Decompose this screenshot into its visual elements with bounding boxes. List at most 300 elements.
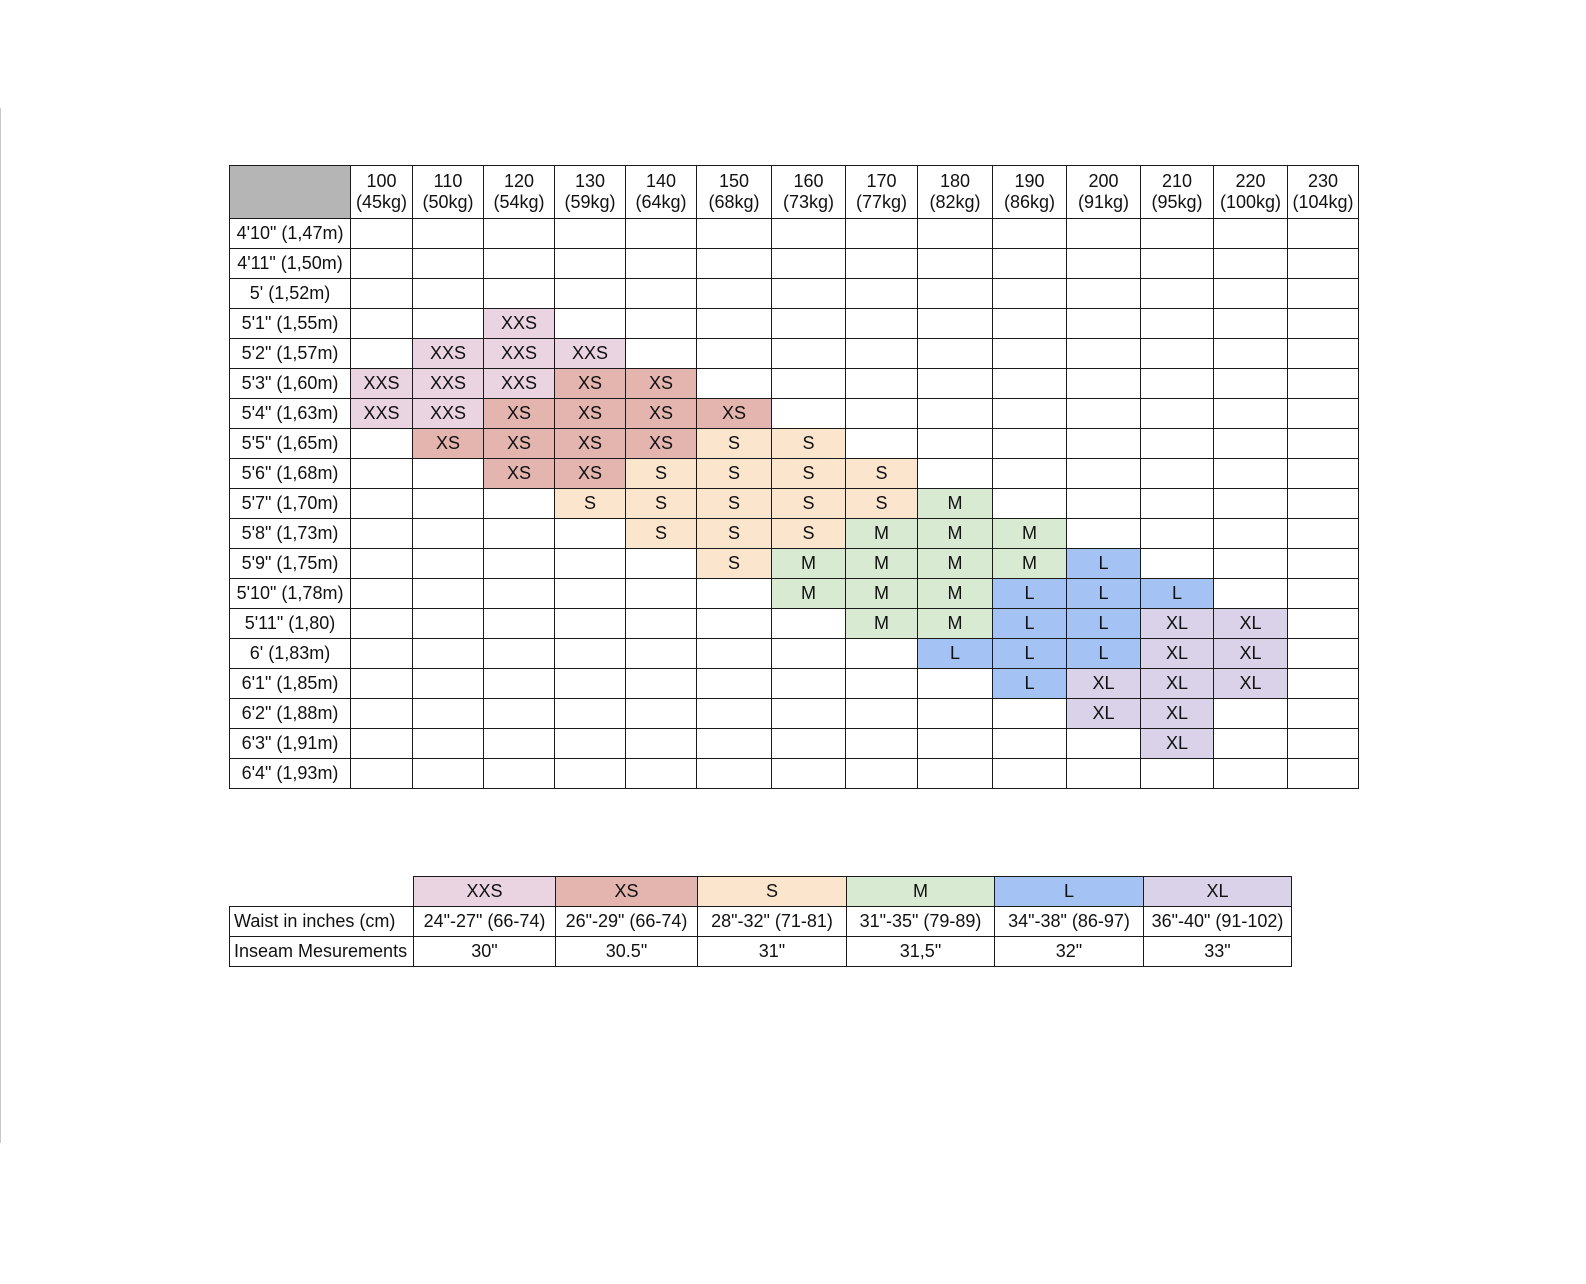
size-cell xyxy=(1141,489,1214,519)
size-cell xyxy=(1288,399,1359,429)
table-row xyxy=(230,219,1359,249)
size-cell xyxy=(626,729,697,759)
size-cell xyxy=(1141,429,1214,459)
size-cell: XL xyxy=(1214,609,1288,639)
size-cell xyxy=(413,219,484,249)
size-cell xyxy=(555,219,626,249)
table-row xyxy=(230,369,1359,399)
size-cell: M xyxy=(993,519,1067,549)
size-cell xyxy=(555,669,626,699)
height-label: 6'1" (1,85m) xyxy=(230,669,351,699)
weight-header-120 xyxy=(484,166,555,219)
size-cell: XXS xyxy=(351,399,413,429)
size-cell xyxy=(846,639,918,669)
size-cell xyxy=(351,219,413,249)
size-cell xyxy=(993,459,1067,489)
size-cell: XL xyxy=(1214,639,1288,669)
size-cell: XL xyxy=(1141,609,1214,639)
size-cell: XS xyxy=(697,399,772,429)
size-cell xyxy=(413,639,484,669)
table-row xyxy=(230,429,1359,459)
size-cell xyxy=(1288,639,1359,669)
size-cell xyxy=(1288,339,1359,369)
weight-lb-label: 110 xyxy=(433,171,463,191)
size-cell xyxy=(1288,219,1359,249)
size-cell xyxy=(772,639,846,669)
size-cell xyxy=(846,699,918,729)
size-cell xyxy=(413,459,484,489)
corner-cell xyxy=(230,166,351,219)
size-cell: XS xyxy=(555,399,626,429)
size-cell xyxy=(697,309,772,339)
size-cell: XS xyxy=(484,459,555,489)
weight-header-220 xyxy=(1214,166,1288,219)
weight-header-row xyxy=(230,166,1359,219)
weight-kg-label: (95kg) xyxy=(1151,192,1203,212)
size-cell xyxy=(351,309,413,339)
table-row xyxy=(230,669,1359,699)
measurement-value: 30" xyxy=(414,937,556,967)
weight-kg-label: (86kg) xyxy=(1003,192,1056,212)
weight-lb-label: 170 xyxy=(866,171,897,191)
weight-kg-label: (91kg) xyxy=(1077,192,1130,212)
height-label: 5'3" (1,60m) xyxy=(230,369,351,399)
size-cell xyxy=(484,219,555,249)
size-cell: M xyxy=(846,549,918,579)
size-cell xyxy=(555,699,626,729)
size-cell xyxy=(626,279,697,309)
size-cell: XS xyxy=(626,369,697,399)
size-cell xyxy=(846,399,918,429)
size-cell xyxy=(351,429,413,459)
size-cell xyxy=(993,339,1067,369)
weight-kg-label: (104kg) xyxy=(1292,192,1354,212)
size-cell xyxy=(413,729,484,759)
size-cell xyxy=(351,459,413,489)
size-legend-l: L xyxy=(995,877,1144,907)
measurement-value: 31,5" xyxy=(847,937,995,967)
weight-kg-label: (45kg) xyxy=(355,192,408,212)
size-cell xyxy=(1067,279,1141,309)
size-cell xyxy=(1288,699,1359,729)
size-cell: M xyxy=(918,549,993,579)
size-cell: XL xyxy=(1067,699,1141,729)
size-cell xyxy=(697,369,772,399)
measurement-value: 34"-38" (86-97) xyxy=(995,907,1144,937)
size-cell xyxy=(918,369,993,399)
height-label: 5'11" (1,80) xyxy=(230,609,351,639)
height-label: 5'8" (1,73m) xyxy=(230,519,351,549)
size-cell: L xyxy=(993,639,1067,669)
size-cell xyxy=(626,549,697,579)
size-cell xyxy=(697,219,772,249)
size-cell xyxy=(772,279,846,309)
height-label: 6'4" (1,93m) xyxy=(230,759,351,789)
table-row xyxy=(230,729,1359,759)
size-cell xyxy=(697,759,772,789)
table-row xyxy=(230,519,1359,549)
measurement-value: 32" xyxy=(995,937,1144,967)
size-cell: S xyxy=(626,459,697,489)
size-cell xyxy=(1288,519,1359,549)
height-label: 5'4" (1,63m) xyxy=(230,399,351,429)
table-row xyxy=(230,249,1359,279)
size-cell xyxy=(484,729,555,759)
size-cell xyxy=(555,579,626,609)
size-cell: XS xyxy=(626,399,697,429)
size-cell xyxy=(351,519,413,549)
weight-header-190 xyxy=(993,166,1067,219)
size-cell xyxy=(626,309,697,339)
size-cell xyxy=(484,519,555,549)
size-cell: M xyxy=(918,489,993,519)
size-cell xyxy=(1067,309,1141,339)
weight-lb-label: 160 xyxy=(793,171,824,191)
size-cell xyxy=(993,429,1067,459)
size-cell: S xyxy=(772,429,846,459)
table-row xyxy=(230,489,1359,519)
size-cell xyxy=(1067,489,1141,519)
size-cell xyxy=(1214,429,1288,459)
size-cell xyxy=(1214,309,1288,339)
size-cell xyxy=(1288,609,1359,639)
size-cell xyxy=(993,699,1067,729)
size-cell: XS xyxy=(555,459,626,489)
size-cell xyxy=(846,309,918,339)
size-cell xyxy=(772,729,846,759)
height-label: 5'7" (1,70m) xyxy=(230,489,351,519)
size-cell xyxy=(918,219,993,249)
size-cell xyxy=(555,639,626,669)
size-cell: L xyxy=(1141,579,1214,609)
weight-header-200 xyxy=(1067,166,1141,219)
size-cell: M xyxy=(846,579,918,609)
size-cell xyxy=(626,249,697,279)
size-cell xyxy=(413,699,484,729)
size-cell xyxy=(1288,429,1359,459)
size-cell xyxy=(351,339,413,369)
size-cell: L xyxy=(1067,609,1141,639)
size-cell xyxy=(772,339,846,369)
size-cell xyxy=(1214,519,1288,549)
size-cell xyxy=(1288,489,1359,519)
size-legend-xxs: XXS xyxy=(414,877,556,907)
size-cell xyxy=(351,279,413,309)
size-cell xyxy=(1067,459,1141,489)
size-cell: XS xyxy=(555,369,626,399)
weight-header-140 xyxy=(626,166,697,219)
size-cell: S xyxy=(626,489,697,519)
size-cell xyxy=(1141,309,1214,339)
size-cell: L xyxy=(993,669,1067,699)
size-cell xyxy=(1288,249,1359,279)
weight-header-130 xyxy=(555,166,626,219)
size-cell xyxy=(993,219,1067,249)
size-cell: L xyxy=(993,579,1067,609)
size-cell xyxy=(484,579,555,609)
size-cell xyxy=(555,309,626,339)
size-cell: XXS xyxy=(484,339,555,369)
size-cell: XXS xyxy=(413,339,484,369)
measurement-value: 24"-27" (66-74) xyxy=(414,907,556,937)
height-label: 5'5" (1,65m) xyxy=(230,429,351,459)
size-cell xyxy=(413,309,484,339)
size-cell xyxy=(772,249,846,279)
size-cell xyxy=(1067,399,1141,429)
size-cell xyxy=(484,279,555,309)
size-cell xyxy=(626,699,697,729)
weight-header-110 xyxy=(413,166,484,219)
size-cell xyxy=(555,249,626,279)
size-cell xyxy=(918,279,993,309)
size-cell xyxy=(413,609,484,639)
size-legend-xl: XL xyxy=(1144,877,1292,907)
weight-header-230 xyxy=(1288,166,1359,219)
size-cell xyxy=(846,729,918,759)
size-cell: L xyxy=(1067,639,1141,669)
size-cell xyxy=(846,219,918,249)
size-cell xyxy=(1214,579,1288,609)
size-cell: S xyxy=(697,549,772,579)
size-cell: M xyxy=(846,609,918,639)
size-cell xyxy=(697,729,772,759)
weight-lb-label: 100 xyxy=(366,171,397,191)
size-cell xyxy=(697,669,772,699)
size-cell xyxy=(1214,729,1288,759)
table-row xyxy=(230,759,1359,789)
size-cell: L xyxy=(1067,549,1141,579)
size-cell xyxy=(697,699,772,729)
size-cell xyxy=(555,729,626,759)
size-cell xyxy=(351,699,413,729)
size-cell xyxy=(1067,519,1141,549)
size-cell: M xyxy=(772,549,846,579)
size-cell xyxy=(626,219,697,249)
empty-corner-cell xyxy=(230,877,414,907)
table-row xyxy=(230,339,1359,369)
size-cell: XXS xyxy=(484,309,555,339)
size-legend-xs: XS xyxy=(556,877,698,907)
size-cell xyxy=(626,639,697,669)
weight-kg-label: (77kg) xyxy=(855,192,908,212)
size-cell xyxy=(484,549,555,579)
size-cell: XL xyxy=(1141,639,1214,669)
height-label: 4'10" (1,47m) xyxy=(230,219,351,249)
size-cell: XS xyxy=(484,399,555,429)
size-legend-m: M xyxy=(847,877,995,907)
weight-lb-label: 140 xyxy=(645,171,677,191)
size-cell xyxy=(1141,339,1214,369)
size-cell xyxy=(413,279,484,309)
size-cell xyxy=(1141,519,1214,549)
size-cell xyxy=(1067,759,1141,789)
size-cell xyxy=(993,369,1067,399)
size-cell xyxy=(1141,369,1214,399)
size-cell: M xyxy=(993,549,1067,579)
size-cell xyxy=(351,489,413,519)
size-cell xyxy=(413,579,484,609)
height-label: 5'2" (1,57m) xyxy=(230,339,351,369)
weight-lb-label: 120 xyxy=(503,171,535,191)
size-cell xyxy=(1214,219,1288,249)
size-cell xyxy=(1214,399,1288,429)
size-cell: S xyxy=(697,489,772,519)
size-cell xyxy=(1067,729,1141,759)
size-cell: XL xyxy=(1141,699,1214,729)
size-chart-grid xyxy=(229,165,1359,789)
size-cell xyxy=(1288,579,1359,609)
table-row xyxy=(230,579,1359,609)
size-cell xyxy=(484,249,555,279)
table-row xyxy=(230,399,1359,429)
size-cell xyxy=(918,309,993,339)
table-row xyxy=(230,609,1359,639)
size-cell xyxy=(918,459,993,489)
weight-header-100 xyxy=(351,166,413,219)
table-row xyxy=(230,937,1292,967)
size-cell xyxy=(1067,339,1141,369)
size-cell: XS xyxy=(626,429,697,459)
size-cell xyxy=(993,279,1067,309)
size-cell xyxy=(1141,219,1214,249)
weight-lb-label: 150 xyxy=(718,171,750,191)
size-cell: M xyxy=(918,519,993,549)
size-cell xyxy=(993,489,1067,519)
size-cell: XL xyxy=(1214,669,1288,699)
size-cell xyxy=(918,669,993,699)
size-cell: XXS xyxy=(351,369,413,399)
weight-kg-label: (82kg) xyxy=(929,192,981,212)
size-cell xyxy=(697,279,772,309)
size-cell: XS xyxy=(484,429,555,459)
size-cell xyxy=(555,279,626,309)
size-cell xyxy=(413,759,484,789)
measurement-value: 36"-40" (91-102) xyxy=(1144,907,1292,937)
size-cell xyxy=(413,519,484,549)
size-cell: S xyxy=(626,519,697,549)
size-cell: S xyxy=(555,489,626,519)
size-cell xyxy=(697,639,772,669)
size-cell xyxy=(555,609,626,639)
size-cell: XS xyxy=(555,429,626,459)
size-cell: M xyxy=(918,579,993,609)
size-cell xyxy=(413,669,484,699)
size-cell xyxy=(351,579,413,609)
size-cell xyxy=(484,639,555,669)
height-label: 6' (1,83m) xyxy=(230,639,351,669)
weight-lb-label: 220 xyxy=(1235,171,1266,191)
size-cell: M xyxy=(772,579,846,609)
size-cell xyxy=(772,219,846,249)
size-cell xyxy=(772,759,846,789)
size-cell xyxy=(1214,339,1288,369)
table-row xyxy=(230,309,1359,339)
size-cell xyxy=(351,549,413,579)
size-cell xyxy=(626,339,697,369)
size-cell xyxy=(1214,699,1288,729)
measurement-value: 26"-29" (66-74) xyxy=(556,907,698,937)
size-cell xyxy=(1288,279,1359,309)
size-cell: M xyxy=(918,609,993,639)
size-cell xyxy=(846,429,918,459)
size-cell xyxy=(1214,369,1288,399)
size-cell: L xyxy=(918,639,993,669)
size-cell xyxy=(772,699,846,729)
size-cell xyxy=(484,699,555,729)
size-cell xyxy=(1141,279,1214,309)
weight-kg-label: (100kg) xyxy=(1219,192,1282,212)
size-cell xyxy=(413,489,484,519)
size-cell xyxy=(993,399,1067,429)
size-cell xyxy=(626,669,697,699)
height-label: 5'9" (1,75m) xyxy=(230,549,351,579)
size-cell xyxy=(484,759,555,789)
size-cell xyxy=(626,759,697,789)
size-cell: S xyxy=(697,519,772,549)
size-legend-s: S xyxy=(698,877,847,907)
size-cell xyxy=(1288,669,1359,699)
weight-header-170 xyxy=(846,166,918,219)
weight-header-160 xyxy=(772,166,846,219)
weight-header-180 xyxy=(918,166,993,219)
measurement-label: Inseam Mesurements xyxy=(230,937,414,967)
size-cell: S xyxy=(697,459,772,489)
size-cell xyxy=(1141,549,1214,579)
size-cell xyxy=(351,639,413,669)
size-cell xyxy=(484,609,555,639)
measurement-value: 31"-35" (79-89) xyxy=(847,907,995,937)
size-cell xyxy=(772,609,846,639)
measurement-value: 28"-32" (71-81) xyxy=(698,907,847,937)
size-cell: XXS xyxy=(555,339,626,369)
size-cell xyxy=(1288,549,1359,579)
size-cell xyxy=(413,549,484,579)
size-cell xyxy=(1214,759,1288,789)
size-cell: M xyxy=(846,519,918,549)
size-cell xyxy=(918,249,993,279)
height-label: 4'11" (1,50m) xyxy=(230,249,351,279)
size-cell xyxy=(846,669,918,699)
size-cell xyxy=(1288,729,1359,759)
weight-lb-label: 200 xyxy=(1088,171,1119,191)
size-cell xyxy=(918,759,993,789)
weight-lb-label: 210 xyxy=(1161,171,1193,191)
weight-lb-label: 180 xyxy=(939,171,971,191)
size-cell xyxy=(1141,459,1214,489)
size-cell xyxy=(993,249,1067,279)
size-cell: S xyxy=(697,429,772,459)
measurement-value: 30.5" xyxy=(556,937,698,967)
size-cell xyxy=(993,729,1067,759)
height-label: 5'10" (1,78m) xyxy=(230,579,351,609)
size-cell: XXS xyxy=(413,369,484,399)
size-cell: S xyxy=(772,489,846,519)
size-cell xyxy=(555,519,626,549)
height-label: 5' (1,52m) xyxy=(230,279,351,309)
size-cell xyxy=(555,549,626,579)
weight-header-150 xyxy=(697,166,772,219)
size-cell xyxy=(993,309,1067,339)
size-cell: XXS xyxy=(484,369,555,399)
size-cell xyxy=(484,669,555,699)
size-cell: XL xyxy=(1141,669,1214,699)
size-cell xyxy=(351,609,413,639)
size-cell xyxy=(697,339,772,369)
size-cell xyxy=(846,279,918,309)
weight-lb-label: 130 xyxy=(574,171,606,191)
size-cell xyxy=(1214,489,1288,519)
size-cell xyxy=(484,489,555,519)
